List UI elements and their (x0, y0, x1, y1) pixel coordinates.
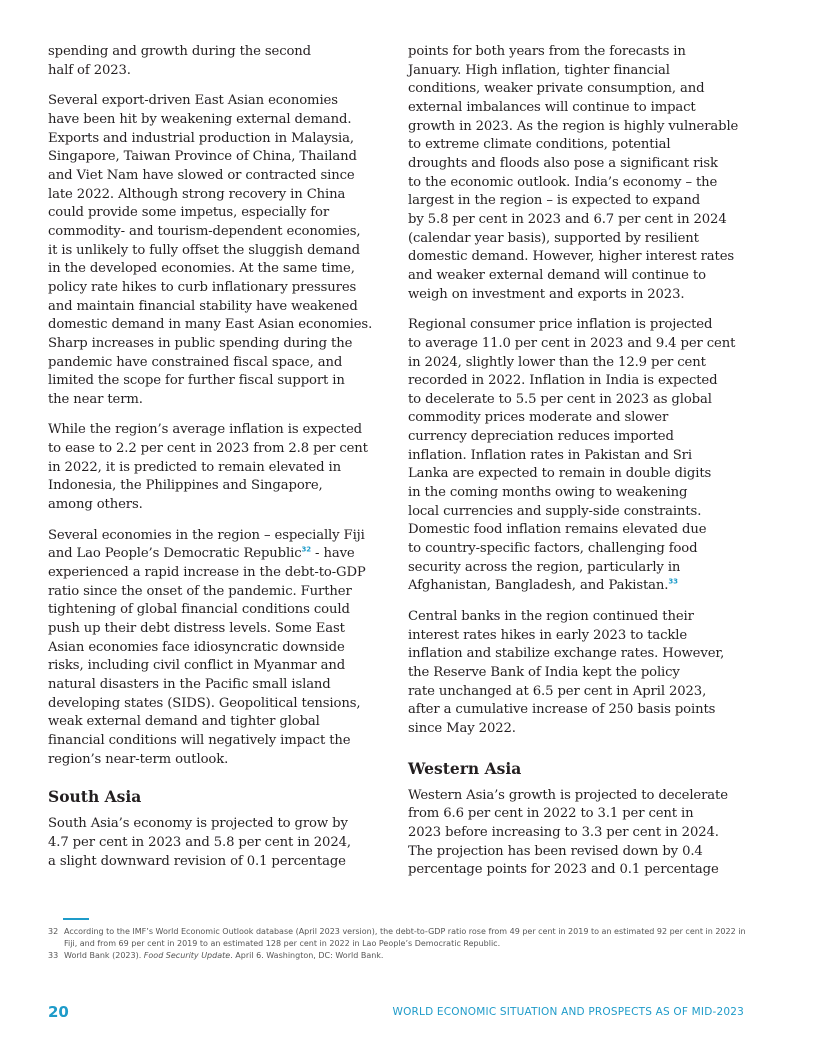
footnote-source-title: Food Security Update (143, 951, 231, 960)
paragraph-east-asia-exports: Several export-driven East Asian economies have been hit by weakening external demand. Exports and industrial production in Malaysia, Singapore, Taiwan Province of China, Thailand and Viet Nam have slowed or contracted since late 2022. Although strong recovery in China could provide some impetus, especially for commodity- and tourism-dependent economies, it is unlikely to fully offset the sluggish demand in the developed economies. At the same time, policy rate hikes to curb inflationary pressures and maintain financial stability have weakened domestic demand in many East Asian economies. Sharp increases in public spending during the pandemic have constrained fiscal space, and limited the scope for further fiscal support in the near term. (48, 93, 373, 407)
paragraph-east-asia-inflation: While the region’s average inflation is expected to ease to 2.2 per cent in 2023 from 2.8 per cent in 2022, it is predicted to remain elevated in Indonesia, the Philippines and Singapore, among others. (48, 422, 368, 513)
page-number: 20 (48, 1003, 69, 1021)
paragraph-south-asia-central-banks: Central banks in the region continued their interest rates hikes in early 2023 to tackle inflation and stabilize exchange rates. However, the Reserve Bank of India kept the policy rate unchanged at 6.5 per cent in April 2023, after a cumulative increase of 250 basis points since May 2022. (408, 609, 725, 736)
paragraph-western-asia-growth: Western Asia’s growth is projected to decelerate from 6.6 per cent in 2022 to 3.1 per cent in 2023 before increasing to 3.3 per cent in 2024. The projection has been revised down by 0.4 percentage points for 2023 and 0.1 percentage (408, 787, 728, 878)
paragraph-text: Several economies in the region – especially Fiji and Lao People’s Democratic Republic (48, 527, 365, 562)
footnote-divider (63, 918, 89, 920)
paragraph-east-asia-spending: spending and growth during the second half of 2023. (48, 44, 312, 78)
right-column (408, 43, 750, 892)
paragraph-south-asia-outlook: points for both years from the forecasts in January. High inflation, tighter financial conditions, weaker private consumption, and external imbalances will continue to impact growth in 2023. As the region is highly vulnerable to extreme climate conditions, potential droughts and floods also pose a significant risk to the economic outlook. India’s economy – the largest in the region – is expected to expand by 5.8 per cent in 2023 and 6.7 per cent in 2024 (calendar year basis), supported by resilient domestic demand. However, higher interest rates and weaker external demand will continue to weigh on investment and exports in 2023. (408, 44, 739, 302)
paragraph-south-asia-inflation (408, 316, 750, 596)
footnote-text: World Bank (2023). (64, 951, 144, 960)
running-title: WORLD ECONOMIC SITUATION AND PROSPECTS AS OF MID-2023 (392, 1006, 744, 1018)
paragraph-east-asia-debt (48, 527, 390, 770)
paragraph-text: Regional consumer price inflation is projected to average 11.0 per cent in 2023 and 9.4 per cent in 2024, slightly lower than the 12.9 per cent recorded in 2022. Inflation in India is expected to decelerate to 5.5 per cent in 2023 as global commodity prices moderate and slower currency depreciation reduces imported inflation. Inflation rates in Pakistan and Sri Lanka are expected to remain in double digits in the coming months owing to weakening local currencies and supply-side constraints. Domestic food inflation remains elevated due to country-specific factors, challenging food security across the region, particularly in Afghanistan, Bangladesh, and Pakistan. (408, 317, 736, 594)
footnote-text: . April 6. Washington, DC: World Bank. (230, 951, 384, 960)
footnote-number: 33 (48, 951, 59, 960)
section-heading-south-asia: South Asia (48, 787, 142, 807)
paragraph-south-asia-growth: South Asia’s economy is projected to grow by 4.7 per cent in 2023 and 5.8 per cent in 2024, a slight downward revision of 0.1 percentage (48, 816, 351, 869)
paragraph-text: - have experienced a rapid increase in the debt-to-GDP ratio since the onset of the pandemic. Further tightening of global financial conditions could push up their debt distress levels. Some East Asian economies face idiosyncratic downside risks, including civil conflict in Myanmar and natural disasters in the Pacific small island developing states (SIDS). Geopolitical tensions, weak external demand and tighter global financial conditions will negatively impact the region’s near-term outlook. (48, 546, 366, 767)
footnote-text: According to the IMF’s World Economic Outlook database (April 2023 version), the debt-to-GDP ratio rose from 49 per cent in 2019 to an estimated 92 per cent in 2022 in Fiji, and from 69 per cent in 2019 to an estimated 128 per cent in 2022 in Lao People’s Democratic Republic. (64, 927, 746, 948)
footnote-ref-32[interactable]: 32 (301, 546, 311, 555)
left-column (48, 43, 390, 883)
footnote-number: 32 (48, 927, 59, 936)
footnotes (48, 926, 748, 962)
footnote-32 (48, 926, 748, 950)
section-heading-western-asia: Western Asia (408, 758, 522, 778)
footnote-ref-33[interactable]: 33 (668, 577, 678, 586)
footnote-33 (48, 950, 748, 962)
